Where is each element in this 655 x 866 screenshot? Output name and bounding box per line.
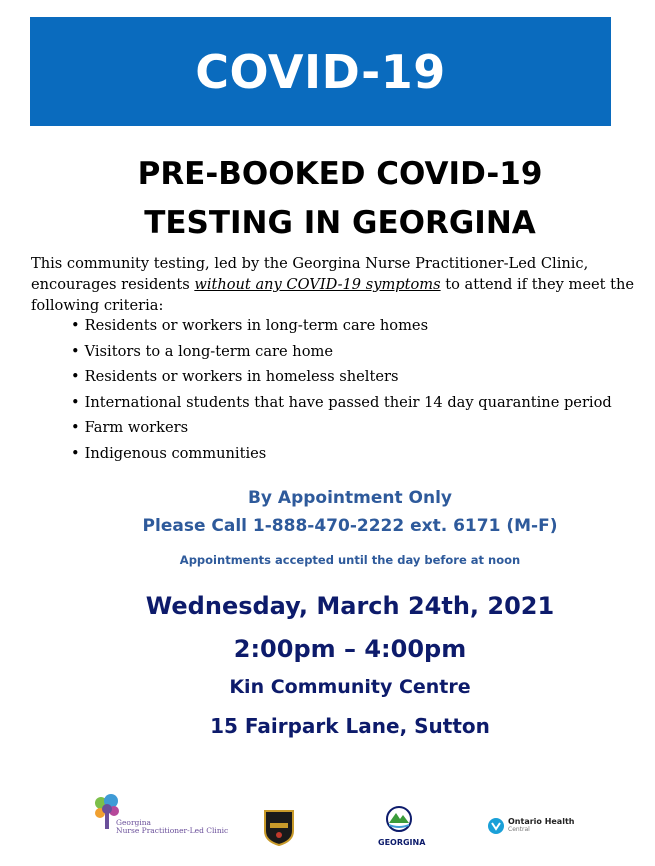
appointment-phone: Please Call 1-888-470-2222 ext. 6171 (M-F): [142, 516, 558, 536]
criteria-item: • Residents or workers in homeless shelters: [71, 364, 612, 390]
georgina-logo: [378, 805, 426, 851]
ontario-health-sub: Central: [508, 826, 530, 833]
clinic-logo: [92, 793, 229, 843]
georgina-logo-label: GEORGINA: [378, 838, 426, 847]
criteria-item: • Visitors to a long-term care home: [71, 339, 612, 365]
criteria-item: • Farm workers: [71, 415, 612, 441]
covid-banner: [30, 17, 611, 126]
event-time: 2:00pm – 4:00pm: [233, 635, 467, 663]
criteria-item: • Indigenous communities: [71, 441, 612, 467]
sponsor-logos: [0, 785, 655, 855]
event-venue: Kin Community Centre: [229, 676, 471, 698]
headline-line-2: TESTING IN GEORGINA: [144, 205, 536, 241]
paramedic-badge-icon: [262, 807, 296, 847]
clinic-logo-line2: Nurse Practitioner-Led Clinic: [116, 826, 229, 835]
intro-text-1: This community testing, led by the Georgina Nurse Practitioner-Led Clinic, encourages residents: [31, 255, 589, 293]
intro-emphasis: without any COVID-19 symptoms: [194, 276, 441, 293]
clinic-logo-line1: Georgina: [116, 818, 152, 827]
headline-line-1: PRE-BOOKED COVID-19: [137, 156, 543, 192]
event-date: Wednesday, March 24th, 2021: [145, 592, 555, 620]
criteria-item: • International students that have passed their 14 day quarantine period: [71, 390, 612, 416]
intro-text-2: to attend if they meet the following criteria:: [31, 276, 634, 314]
criteria-item: • Residents or workers in long-term care homes: [71, 313, 612, 339]
georgina-emblem-icon: [385, 805, 413, 833]
paramedic-badge: [262, 807, 296, 847]
ontario-health-name: Ontario Health: [508, 817, 575, 826]
appointment-note: Appointments accepted until the day before at noon: [179, 553, 521, 567]
ontario-health-icon: [487, 817, 505, 835]
event-address: 15 Fairpark Lane, Sutton: [210, 714, 490, 738]
banner-title: COVID-19: [195, 44, 446, 99]
ontario-health-logo: [487, 815, 577, 839]
criteria-list: [71, 313, 612, 466]
appointment-title: By Appointment Only: [247, 488, 453, 508]
intro-paragraph: [31, 253, 646, 316]
